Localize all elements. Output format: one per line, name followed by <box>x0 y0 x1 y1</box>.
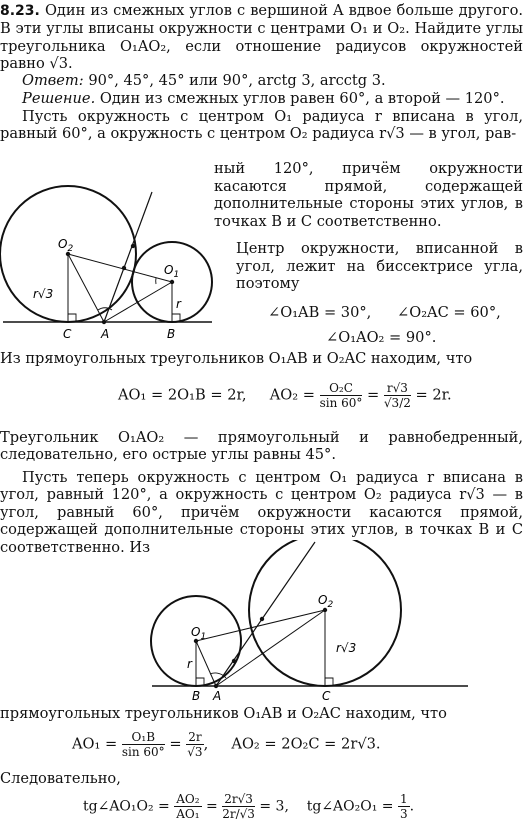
eq1a: ∠O₁AB = 30°, <box>268 304 372 321</box>
fig2-seg-o1o2 <box>196 610 325 641</box>
eq1c: ∠O₁AO₂ = 90°. <box>326 329 437 346</box>
fig1-tangency-point-2 <box>122 266 126 270</box>
solution-p2a: Пусть окружность с центром O₁ радиуса r вписана в угол, равный 60°, а окружность с центром O₂ радиуса r√3 — в угол, рав- <box>0 108 523 143</box>
fig1-label-r3: r√3 <box>33 287 54 301</box>
eq4-period: . <box>409 798 415 815</box>
fig2-tangency-point-2 <box>260 617 264 621</box>
fig2-point-o1 <box>194 639 198 643</box>
fig2-seg-o2a <box>216 610 325 686</box>
solution-p1: Один из смежных углов равен 60°, а второй — 120°. <box>99 90 505 107</box>
answer-line <box>0 72 523 89</box>
figure-1 <box>0 172 214 348</box>
solution-label: Решение. <box>22 90 96 107</box>
fig1-tangency-point-1 <box>131 244 135 248</box>
fig2-label-c: C <box>322 689 331 702</box>
solution-p4: Из прямоугольных треугольников O₁AB и O₂AC находим, что <box>0 350 473 367</box>
solution-intro <box>0 90 523 107</box>
fig2-label-a: A <box>213 689 222 702</box>
eq3-equals: = <box>169 735 182 753</box>
problem-text: Один из смежных углов с вершиной A вдвое больше другого. В эти углы вписаны окружности с центрами O₁ и O₂. Найдите углы треугольника O₁AO₂, если отношение радиусов окружностей равно √3. <box>0 2 524 73</box>
eq3-ao2: AO₂ = 2O₂C = 2r√3. <box>231 735 381 753</box>
fig2-label-o1: $O_1$ <box>191 625 207 642</box>
solution-p6: Пусть теперь окружность с центром O₁ радиуса r вписана в угол, равный 120°, а окружность с центром O₂ радиуса r√3 — в угол, равный 60°, причём окружности касаются прямой, содержащей дополнительные стороны этих углов, в точках B и C соответственно. Из <box>0 469 523 556</box>
answer-label: Ответ: <box>22 72 84 89</box>
solution-p2b: ный 120°, причём окружности касаются прямой, содержащей дополнительные стороны этих углов, в точках B и C соответственно. <box>214 160 523 230</box>
fig2-tangency-point-1 <box>232 659 236 663</box>
figure-2 <box>150 540 470 702</box>
fig2-label-o2: $O_2$ <box>318 593 334 610</box>
fig1-label-r: r <box>176 297 181 311</box>
fig2-label-b: B <box>192 689 201 702</box>
solution-p5: Треугольник O₁AO₂ — прямоугольный и равнобедренный, следовательно, его острые углы равны 45°. <box>0 429 523 464</box>
eq2 <box>118 381 452 410</box>
answer-text: 90°, 45°, 45° или 90°, arctg 3, arcctg 3. <box>88 72 386 89</box>
eq3-frac-1: $\frac{\text{O₁B}}{\sin 60^\circ}$ <box>121 730 165 759</box>
eq2-ao1: AO₁ = 2O₁B = 2r, <box>118 386 247 404</box>
fig1-label-o2: $O_2$ <box>58 237 74 254</box>
eq2-ao2: AO₂ = <box>269 386 315 404</box>
solution-p8: Следовательно, <box>0 770 121 787</box>
fig1-label-o1: $O_1$ <box>164 263 180 280</box>
fig1-label-c: C <box>63 327 72 341</box>
solution-p7: прямоугольных треугольников O₁AB и O₂AC находим, что <box>0 705 447 722</box>
eq2-equals: = <box>367 386 380 404</box>
problem-statement <box>0 2 523 73</box>
fig1-label-b: B <box>167 327 176 341</box>
eq2-frac-1: $\frac{\text{O₂C}}{\sin 60^\circ}$ <box>319 381 363 410</box>
eq2-result: = 2r. <box>415 386 452 404</box>
eq4-frac-3: $\frac{1}{3}$ <box>399 792 408 821</box>
eq4-frac-1: $\frac{\text{AO₂}}{\text{AO₁}}$ <box>176 792 200 821</box>
fig2-seg-o1a <box>196 641 216 686</box>
fig1-label-a: A <box>101 327 110 341</box>
fig1-seg-o1a <box>104 282 172 322</box>
eq3-comma: , <box>203 735 209 753</box>
eq1b: ∠O₂AC = 60°, <box>397 304 501 321</box>
eq3-frac-2: $\frac{2r}{√3}$ <box>187 730 203 759</box>
solution-p3: Центр окружности, вписанной в угол, лежит на биссектрисе угла, поэтому <box>236 240 523 293</box>
eq4-tg2: tg∠AO₂O₁ = <box>306 798 394 815</box>
eq4-tg1: tg∠AO₁O₂ = <box>83 798 170 815</box>
fig1-tangent-line <box>104 192 152 322</box>
problem-number: 8.23. <box>0 3 40 19</box>
eq3 <box>72 730 381 759</box>
fig1-seg-o2a <box>68 254 104 322</box>
eq4-result1: = 3, <box>259 798 289 815</box>
fig2-label-r3: r√3 <box>336 641 357 655</box>
fig2-label-r: r <box>187 657 192 671</box>
eq4 <box>83 792 414 821</box>
eq4-equals: = <box>206 798 218 815</box>
eq4-frac-2: $\frac{2r√3}{2r/√3}$ <box>222 792 255 821</box>
fig1-point-a <box>102 320 106 324</box>
eq2-frac-2: $\frac{r√3}{√3/2}$ <box>383 381 411 410</box>
fig1-point-o1 <box>170 280 174 284</box>
eq3-ao1: AO₁ = <box>72 735 118 753</box>
fig2-point-a <box>214 684 218 688</box>
